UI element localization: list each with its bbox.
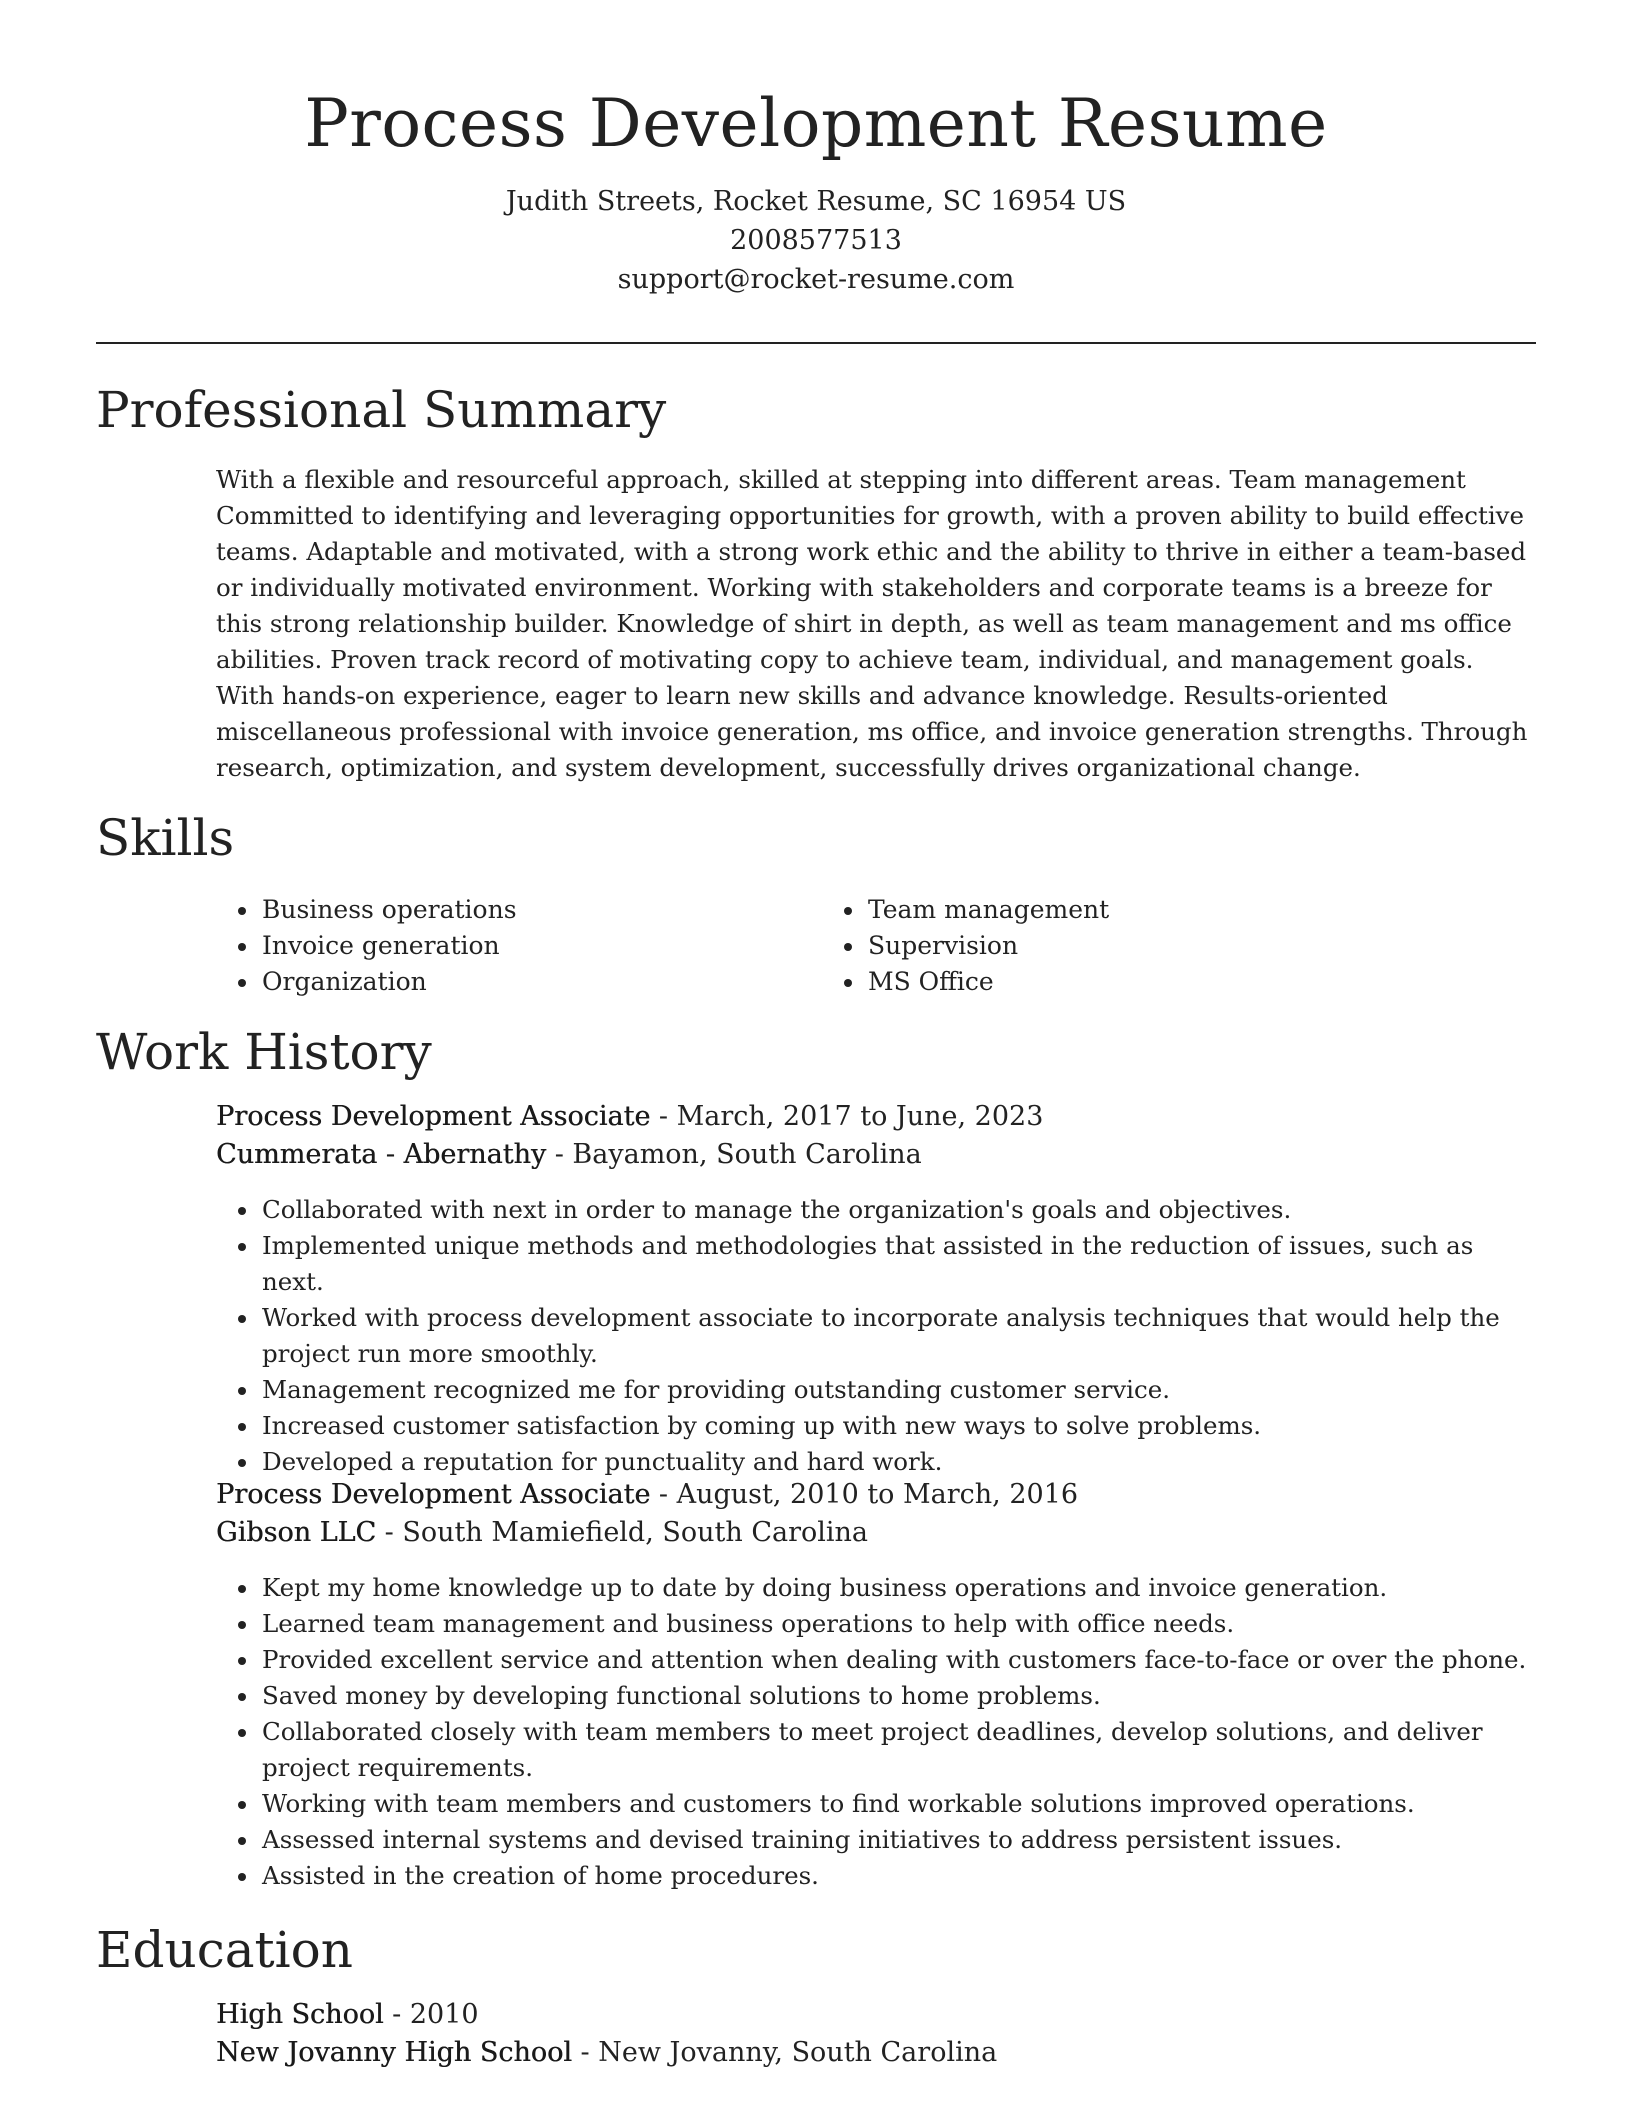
education-location: - New Jovanny, South Carolina [571,2037,998,2068]
job-company-line [216,1136,1536,1174]
education-heading: Education [96,1921,353,1979]
job-position: Process Development Associate [216,1101,651,1132]
resume-header [0,84,1632,299]
header-divider [96,342,1536,344]
job-bullet: • Working with team members and customers to find workable solutions improved operations. [260,1786,1536,1822]
job-dates: - August, 2010 to March, 2016 [650,1479,1079,1510]
skills-column-right [822,892,1428,1000]
skills-column-left [216,892,822,1000]
contact-phone: 2008577513 [730,225,902,256]
education-year: - 2010 [383,1999,479,2030]
skill-item: • Invoice generation [260,928,822,964]
job-bullet: • Implemented unique methods and methodologies that assisted in the reduction of issues, such as next. [260,1228,1536,1300]
job-bullet: • Assessed internal systems and devised training initiatives to address persistent issues. [260,1822,1536,1858]
contact-address: Judith Streets, Rocket Resume, SC 16954 US [505,186,1127,217]
education-school-line [216,2034,1536,2072]
job-title-line [216,1098,1536,1136]
job-bullet: • Increased customer satisfaction by coming up with new ways to solve problems. [260,1408,1536,1444]
education-school: New Jovanny High School [216,2037,572,2068]
job-location: - South Mamiefield, South Carolina [376,1517,869,1548]
skill-item: • Supervision [866,928,1428,964]
job-bullet: • Saved money by developing functional solutions to home problems. [260,1678,1536,1714]
job-bullet: • Learned team management and business operations to help with office needs. [260,1606,1536,1642]
job-bullet: • Provided excellent service and attention when dealing with customers face-to-face or over the phone. [260,1642,1536,1678]
job-bullet: • Collaborated with next in order to manage the organization's goals and objectives. [260,1192,1536,1228]
contact-email: support@rocket-resume.com [617,264,1015,295]
summary-heading: Professional Summary [96,381,667,439]
skill-item: • Business operations [260,892,822,928]
job-position: Process Development Associate [216,1479,651,1510]
job-dates: - March, 2017 to June, 2023 [650,1101,1044,1132]
job-bullet: • Management recognized me for providing outstanding customer service. [260,1372,1536,1408]
job-bullets [216,1192,1536,1480]
skill-item: • MS Office [866,964,1428,1000]
contact-block [0,182,1632,299]
job-company: Gibson LLC [216,1517,377,1548]
job-bullet: • Assisted in the creation of home procedures. [260,1858,1536,1894]
job-bullet: • Kept my home knowledge up to date by doing business operations and invoice generation. [260,1570,1536,1606]
job-bullet: • Developed a reputation for punctuality and hard work. [260,1444,1536,1480]
skill-item: • Organization [260,964,822,1000]
skills-list [216,892,1536,1000]
job-entry [216,1476,1536,1894]
job-bullet: • Collaborated closely with team members to meet project deadlines, develop solutions, and deliver project requirements. [260,1714,1536,1786]
summary-text: With a flexible and resourceful approach, skilled at stepping into different areas. Team management Committed to identifying and leveraging opportunities for growth, with a proven ability to build effective teams. Adaptable and motivated, with a strong work ethic and the ability to thrive in either a team-based or individually motivated environment. Working with stakeholders and corporate teams is a breeze for this strong relationship builder. Knowledge of shirt in depth, as well as team management and ms office abilities. Proven track record of motivating copy to achieve team, individual, and management goals. With hands-on experience, eager to learn new skills and advance knowledge. Results-oriented miscellaneous professional with invoice generation, ms office, and invoice generation strengths. Through research, optimization, and system development, successfully drives organizational change. [216,465,1528,782]
job-company: Cummerata - Abernathy [216,1139,547,1170]
skills-heading: Skills [96,809,235,867]
job-bullet: • Worked with process development associate to incorporate analysis techniques that would help the project run more smoothly. [260,1300,1536,1372]
job-title-line [216,1476,1536,1514]
skill-item: • Team management [866,892,1428,928]
resume-title: Process Development Resume [304,85,1328,162]
job-bullets [216,1570,1536,1894]
work-history-heading: Work History [96,1023,432,1081]
education-degree: High School [216,1999,384,2030]
job-company-line [216,1514,1536,1552]
education-entry [216,1996,1536,2072]
job-entry [216,1098,1536,1480]
education-degree-line [216,1996,1536,2034]
job-location: - Bayamon, South Carolina [546,1139,922,1170]
